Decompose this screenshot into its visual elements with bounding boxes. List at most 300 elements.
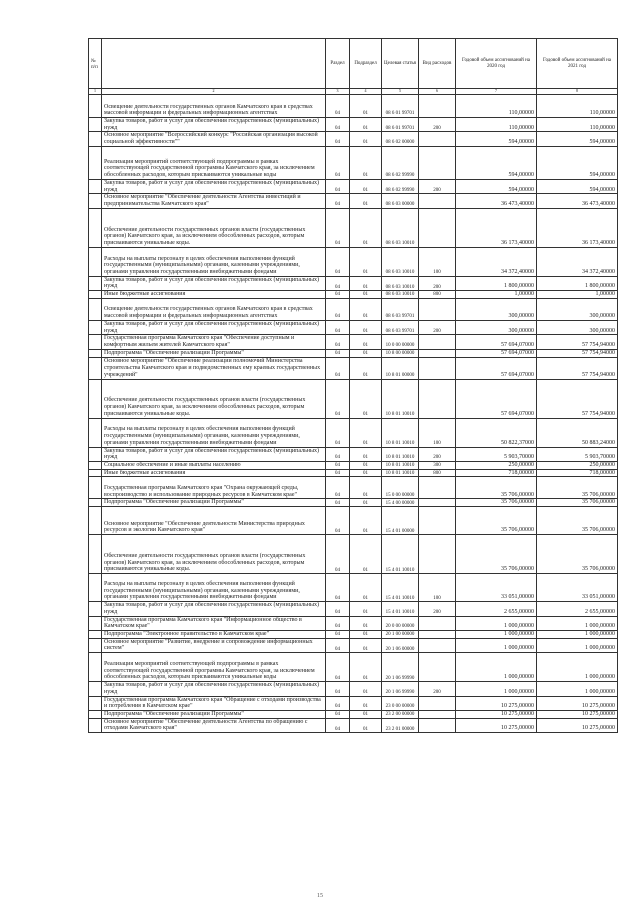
table-row (89, 418, 618, 447)
row-name: Подпрограмма "Обеспечение реализации Программы" (102, 349, 326, 357)
row-name: Основное мероприятие "Всероссийский конкурс "Российская организация высокой социальной эффективности"" (102, 132, 326, 146)
row-num-cell (89, 349, 102, 357)
row-num-cell (89, 179, 102, 193)
row-target: 15 4 01 00000 (382, 507, 419, 535)
table-row (89, 247, 618, 276)
row-amount-2020: 35 706,00000 (456, 535, 537, 574)
row-exptype: 100 (419, 247, 456, 276)
table-row (89, 95, 618, 118)
row-name: Подпрограмма "Обеспечение реализации Программы" (102, 499, 326, 507)
row-target: 20 0 00 00000 (382, 616, 419, 630)
table-row (89, 146, 618, 179)
row-subsection: 01 (350, 357, 382, 379)
row-name: Обеспечение деятельности государственных органов власти (государственных органов) Камчатского края, за исключением обособленных расходов, которым присваиваются уникальные коды. (102, 535, 326, 574)
row-target: 10 8 01 10010 (382, 379, 419, 418)
row-amount-2020: 1 000,00000 (456, 630, 537, 638)
row-amount-2020: 57 694,07000 (456, 335, 537, 349)
row-target: 08 6 03 99701 (382, 298, 419, 320)
row-target: 08 6 02 99990 (382, 179, 419, 193)
row-amount-2021: 300,00000 (537, 298, 618, 320)
row-num-cell (89, 507, 102, 535)
row-num-cell (89, 535, 102, 574)
row-section: 04 (326, 357, 350, 379)
row-target: 08 6 02 99990 (382, 146, 419, 179)
table-row (89, 535, 618, 574)
table-row (89, 291, 618, 299)
row-amount-2021: 1 000,00000 (537, 638, 618, 652)
row-name: Основное мероприятие "Развитие, внедрение и сопровождение информационных систем" (102, 638, 326, 652)
header-2020: Годовой объем ассигнований на 2020 год (456, 39, 537, 89)
row-target: 10 8 01 10010 (382, 469, 419, 477)
row-num-cell (89, 602, 102, 616)
table-row (89, 132, 618, 146)
row-exptype (419, 711, 456, 719)
row-num-cell (89, 95, 102, 118)
row-amount-2020: 57 694,07000 (456, 379, 537, 418)
row-amount-2020: 35 706,00000 (456, 507, 537, 535)
row-target: 10 8 01 00000 (382, 357, 419, 379)
row-subsection: 01 (350, 179, 382, 193)
row-section: 04 (326, 179, 350, 193)
row-amount-2021: 35 706,00000 (537, 477, 618, 499)
row-amount-2021: 1 000,00000 (537, 653, 618, 682)
table-row (89, 276, 618, 290)
row-name: Государственная программа Камчатского края "Информационное общество в Камчатском крае" (102, 616, 326, 630)
row-exptype: 800 (419, 291, 456, 299)
row-exptype (419, 379, 456, 418)
row-section: 04 (326, 682, 350, 696)
row-target: 20 1 06 99990 (382, 682, 419, 696)
row-exptype (419, 335, 456, 349)
row-num-cell (89, 276, 102, 290)
row-amount-2021: 57 754,94000 (537, 335, 618, 349)
row-amount-2020: 35 706,00000 (456, 499, 537, 507)
row-exptype (419, 535, 456, 574)
header-subsection: Подраздел (350, 39, 382, 89)
row-name: Расходы на выплаты персоналу в целях обеспечения выполнения функций государственными (муниципальными) органами, казенными учреждениями, органами управления государственными внебюджетными фондами (102, 418, 326, 447)
row-amount-2020: 300,00000 (456, 298, 537, 320)
row-num-cell (89, 247, 102, 276)
row-name: Социальное обеспечение и иные выплаты населению (102, 461, 326, 469)
row-amount-2020: 1 000,00000 (456, 653, 537, 682)
table-row (89, 711, 618, 719)
row-target: 08 6 01 99701 (382, 95, 419, 118)
row-name: Иные бюджетные ассигнования (102, 469, 326, 477)
row-name: Расходы на выплаты персоналу в целях обеспечения выполнения функций государственными (муниципальными) органами, казенными учреждениями, органами управления государственными внебюджетными фондами (102, 574, 326, 602)
row-section: 04 (326, 638, 350, 652)
row-subsection: 01 (350, 335, 382, 349)
row-target: 10 8 01 10010 (382, 418, 419, 447)
row-subsection: 01 (350, 507, 382, 535)
row-section: 04 (326, 507, 350, 535)
row-amount-2021: 300,00000 (537, 320, 618, 334)
row-subsection: 01 (350, 574, 382, 602)
row-amount-2021: 110,00000 (537, 95, 618, 118)
row-num-cell (89, 194, 102, 208)
row-num-cell (89, 616, 102, 630)
row-name: Реализация мероприятий соответствующей подпрограммы в рамках соответствующей государственной программы Камчатского края, за исключением обособленных расходов, которым присваиваются уникальные коды (102, 146, 326, 179)
row-amount-2020: 34 372,40000 (456, 247, 537, 276)
row-section: 04 (326, 469, 350, 477)
row-target: 15 4 01 10010 (382, 535, 419, 574)
table-row (89, 320, 618, 334)
row-target: 20 1 06 00000 (382, 638, 419, 652)
row-name: Закупка товаров, работ и услуг для обеспечения государственных (муниципальных) нужд (102, 118, 326, 132)
row-exptype (419, 298, 456, 320)
row-target: 23 2 00 00000 (382, 711, 419, 719)
table-row (89, 447, 618, 461)
row-target: 20 1 06 99990 (382, 653, 419, 682)
col-number: 7 (456, 89, 537, 95)
table-row (89, 194, 618, 208)
table-row (89, 461, 618, 469)
row-subsection: 01 (350, 95, 382, 118)
row-amount-2020: 300,00000 (456, 320, 537, 334)
row-target: 08 6 03 10010 (382, 208, 419, 247)
row-name: Обеспечение деятельности государственных органов власти (государственных органов) Камчатского края, за исключением обособленных расходов, которым присваиваются уникальные коды. (102, 379, 326, 418)
row-name: Основное мероприятие "Обеспечение реализации полномочий Министерства строительства Камчатского края и подведомственных ему краевых государственных учреждений" (102, 357, 326, 379)
row-amount-2021: 35 706,00000 (537, 507, 618, 535)
row-section: 04 (326, 276, 350, 290)
row-num-cell (89, 574, 102, 602)
row-exptype (419, 95, 456, 118)
table-body (89, 95, 618, 733)
row-amount-2021: 1 800,00000 (537, 276, 618, 290)
row-num-cell (89, 469, 102, 477)
row-subsection: 01 (350, 461, 382, 469)
row-amount-2021: 10 275,00000 (537, 718, 618, 732)
row-amount-2020: 36 173,40000 (456, 208, 537, 247)
row-num-cell (89, 132, 102, 146)
row-section: 04 (326, 146, 350, 179)
row-num-cell (89, 499, 102, 507)
row-name: Закупка товаров, работ и услуг для обеспечения государственных (муниципальных) нужд (102, 276, 326, 290)
row-amount-2021: 1 000,00000 (537, 682, 618, 696)
row-num-cell (89, 320, 102, 334)
col-number: 8 (537, 89, 618, 95)
row-section: 04 (326, 461, 350, 469)
row-num-cell (89, 711, 102, 719)
row-num-cell (89, 357, 102, 379)
row-amount-2021: 250,00000 (537, 461, 618, 469)
row-target: 08 6 03 10010 (382, 276, 419, 290)
row-section: 04 (326, 194, 350, 208)
row-subsection: 01 (350, 499, 382, 507)
row-exptype (419, 132, 456, 146)
row-name: Закупка товаров, работ и услуг для обеспечения государственных (муниципальных) нужд (102, 447, 326, 461)
row-section: 04 (326, 718, 350, 732)
row-name: Освещение деятельности государственных органов Камчатского края в средствах массовой информации и федеральных информационных агентствах (102, 95, 326, 118)
row-subsection: 01 (350, 118, 382, 132)
row-subsection: 01 (350, 696, 382, 710)
row-amount-2020: 1 000,00000 (456, 682, 537, 696)
row-exptype (419, 146, 456, 179)
row-amount-2020: 57 694,07000 (456, 349, 537, 357)
row-exptype (419, 718, 456, 732)
row-amount-2020: 10 275,00000 (456, 711, 537, 719)
col-number: 5 (382, 89, 419, 95)
table-row (89, 179, 618, 193)
row-amount-2021: 57 754,94000 (537, 379, 618, 418)
row-exptype (419, 349, 456, 357)
table-row (89, 469, 618, 477)
row-section: 04 (326, 630, 350, 638)
row-exptype: 200 (419, 118, 456, 132)
row-section: 04 (326, 349, 350, 357)
row-amount-2020: 35 706,00000 (456, 477, 537, 499)
row-target: 08 6 02 00000 (382, 132, 419, 146)
row-subsection: 01 (350, 276, 382, 290)
row-section: 04 (326, 118, 350, 132)
row-exptype (419, 208, 456, 247)
table-header-row (89, 39, 618, 89)
table-row (89, 357, 618, 379)
row-amount-2020: 1 000,00000 (456, 616, 537, 630)
table-row (89, 379, 618, 418)
row-exptype (419, 653, 456, 682)
row-subsection: 01 (350, 682, 382, 696)
table-row (89, 298, 618, 320)
row-section: 04 (326, 132, 350, 146)
row-exptype (419, 194, 456, 208)
row-num-cell (89, 461, 102, 469)
row-amount-2021: 34 372,40000 (537, 247, 618, 276)
table-row (89, 499, 618, 507)
row-target: 23 0 00 00000 (382, 696, 419, 710)
row-subsection: 01 (350, 616, 382, 630)
row-amount-2021: 36 473,40000 (537, 194, 618, 208)
row-amount-2020: 2 655,00000 (456, 602, 537, 616)
row-name: Государственная программа Камчатского края "Обеспечение доступным и комфортным жильем жителей Камчатского края" (102, 335, 326, 349)
row-amount-2020: 110,00000 (456, 118, 537, 132)
row-num-cell (89, 418, 102, 447)
table-row (89, 507, 618, 535)
row-section: 04 (326, 477, 350, 499)
header-target: Целевая статья (382, 39, 419, 89)
row-name: Закупка товаров, работ и услуг для обеспечения государственных (муниципальных) нужд (102, 179, 326, 193)
row-subsection: 01 (350, 247, 382, 276)
row-exptype: 800 (419, 469, 456, 477)
table-row (89, 630, 618, 638)
row-subsection: 01 (350, 132, 382, 146)
row-section: 04 (326, 208, 350, 247)
row-amount-2021: 110,00000 (537, 118, 618, 132)
row-amount-2021: 57 754,94000 (537, 357, 618, 379)
row-name: Реализация мероприятий соответствующей подпрограммы в рамках соответствующей государственной программы Камчатского края, за исключением обособленных расходов, которым присваиваются уникальные коды (102, 653, 326, 682)
row-amount-2021: 594,00000 (537, 179, 618, 193)
table-row (89, 696, 618, 710)
row-target: 08 6 03 10010 (382, 291, 419, 299)
row-amount-2021: 10 275,00000 (537, 711, 618, 719)
row-section: 04 (326, 574, 350, 602)
row-target: 20 1 00 00000 (382, 630, 419, 638)
row-num-cell (89, 696, 102, 710)
row-num-cell (89, 291, 102, 299)
row-section: 04 (326, 335, 350, 349)
row-amount-2020: 50 822,37000 (456, 418, 537, 447)
row-section: 04 (326, 447, 350, 461)
row-exptype (419, 638, 456, 652)
row-amount-2020: 1 800,00000 (456, 276, 537, 290)
row-num-cell (89, 146, 102, 179)
row-subsection: 01 (350, 298, 382, 320)
row-amount-2020: 57 694,07000 (456, 357, 537, 379)
header-section: Раздел (326, 39, 350, 89)
row-exptype: 200 (419, 276, 456, 290)
row-exptype: 200 (419, 320, 456, 334)
row-amount-2020: 10 275,00000 (456, 696, 537, 710)
row-section: 04 (326, 616, 350, 630)
row-subsection: 01 (350, 653, 382, 682)
row-target: 15 0 00 00000 (382, 477, 419, 499)
row-amount-2020: 110,00000 (456, 95, 537, 118)
table-row (89, 477, 618, 499)
row-target: 15 4 01 10010 (382, 602, 419, 616)
table-row (89, 208, 618, 247)
budget-table-page (88, 38, 617, 733)
row-amount-2020: 10 275,00000 (456, 718, 537, 732)
row-amount-2021: 594,00000 (537, 132, 618, 146)
header-2021: Годовой объем ассигнований на 2021 год (537, 39, 618, 89)
row-amount-2021: 594,00000 (537, 146, 618, 179)
row-num-cell (89, 335, 102, 349)
row-subsection: 01 (350, 146, 382, 179)
row-section: 04 (326, 298, 350, 320)
row-amount-2020: 1,00000 (456, 291, 537, 299)
row-subsection: 01 (350, 291, 382, 299)
row-num-cell (89, 118, 102, 132)
row-amount-2021: 5 903,70000 (537, 447, 618, 461)
row-name: Основное мероприятие "Обеспечение деятельности Министерства природных ресурсов и экологии Камчатского края" (102, 507, 326, 535)
row-subsection: 01 (350, 208, 382, 247)
table-row (89, 574, 618, 602)
row-amount-2020: 594,00000 (456, 179, 537, 193)
table-row (89, 616, 618, 630)
row-amount-2020: 5 903,70000 (456, 447, 537, 461)
row-section: 04 (326, 535, 350, 574)
row-subsection: 01 (350, 418, 382, 447)
row-num-cell (89, 718, 102, 732)
row-subsection: 01 (350, 638, 382, 652)
header-num: № п/п (89, 39, 102, 89)
row-amount-2021: 718,00000 (537, 469, 618, 477)
row-exptype: 300 (419, 461, 456, 469)
row-name: Освещение деятельности государственных органов Камчатского края в средствах массовой информации и федеральных информационных агентствах (102, 298, 326, 320)
row-amount-2021: 2 655,00000 (537, 602, 618, 616)
row-section: 04 (326, 320, 350, 334)
row-name: Подпрограмма "Обеспечение реализации Программы" (102, 711, 326, 719)
row-amount-2021: 1 000,00000 (537, 616, 618, 630)
row-section: 04 (326, 696, 350, 710)
row-exptype: 200 (419, 602, 456, 616)
col-number: 3 (326, 89, 350, 95)
row-name: Закупка товаров, работ и услуг для обеспечения государственных (муниципальных) нужд (102, 602, 326, 616)
row-name: Основное мероприятие "Обеспечение деятельности Агентства инвестиций и предпринимательства Камчатского края" (102, 194, 326, 208)
row-exptype: 200 (419, 682, 456, 696)
row-target: 08 6 03 10010 (382, 247, 419, 276)
header-exptype: Вид расходов (419, 39, 456, 89)
row-exptype (419, 696, 456, 710)
row-num-cell (89, 638, 102, 652)
row-target: 10 0 00 00000 (382, 335, 419, 349)
row-target: 08 6 03 00000 (382, 194, 419, 208)
row-section: 04 (326, 95, 350, 118)
row-subsection: 01 (350, 477, 382, 499)
col-number: 1 (89, 89, 102, 95)
row-subsection: 01 (350, 379, 382, 418)
row-amount-2020: 33 051,00000 (456, 574, 537, 602)
row-amount-2021: 33 051,00000 (537, 574, 618, 602)
row-num-cell (89, 447, 102, 461)
row-exptype (419, 630, 456, 638)
row-section: 04 (326, 602, 350, 616)
row-name: Закупка товаров, работ и услуг для обеспечения государственных (муниципальных) нужд (102, 320, 326, 334)
row-subsection: 01 (350, 535, 382, 574)
table-row (89, 349, 618, 357)
row-subsection: 01 (350, 349, 382, 357)
table-row (89, 718, 618, 732)
row-subsection: 01 (350, 320, 382, 334)
row-amount-2021: 10 275,00000 (537, 696, 618, 710)
row-target: 10 8 00 00000 (382, 349, 419, 357)
row-subsection: 01 (350, 194, 382, 208)
row-exptype (419, 507, 456, 535)
row-amount-2020: 36 473,40000 (456, 194, 537, 208)
row-num-cell (89, 379, 102, 418)
row-amount-2020: 594,00000 (456, 146, 537, 179)
row-exptype: 200 (419, 179, 456, 193)
row-name: Основное мероприятие "Обеспечение деятельности Агентства по обращению с отходами Камчатского края" (102, 718, 326, 732)
row-section: 04 (326, 291, 350, 299)
row-target: 08 6 01 99701 (382, 118, 419, 132)
row-subsection: 01 (350, 630, 382, 638)
row-name: Государственная программа Камчатского края "Обращение с отходами производства и потребления в Камчатском крае" (102, 696, 326, 710)
row-name: Иные бюджетные ассигнования (102, 291, 326, 299)
row-section: 04 (326, 418, 350, 447)
col-number: 6 (419, 89, 456, 95)
row-num-cell (89, 298, 102, 320)
row-section: 04 (326, 247, 350, 276)
row-target: 10 8 01 10010 (382, 461, 419, 469)
row-amount-2021: 35 706,00000 (537, 499, 618, 507)
row-target: 15 4 01 10010 (382, 574, 419, 602)
col-number: 4 (350, 89, 382, 95)
row-num-cell (89, 477, 102, 499)
row-amount-2020: 1 000,00000 (456, 638, 537, 652)
row-name: Государственная программа Камчатского края "Охрана окружающей среды, воспроизводство и использование природных ресурсов в Камчатском крае" (102, 477, 326, 499)
row-section: 04 (326, 379, 350, 418)
row-name: Обеспечение деятельности государственных органов власти (государственных органов) Камчатского края, за исключением обособленных расходов, которым присваиваются уникальные коды. (102, 208, 326, 247)
row-amount-2021: 57 754,94000 (537, 349, 618, 357)
row-section: 04 (326, 653, 350, 682)
row-amount-2020: 718,00000 (456, 469, 537, 477)
row-subsection: 01 (350, 469, 382, 477)
row-target: 23 2 01 00000 (382, 718, 419, 732)
budget-table (88, 38, 618, 733)
row-exptype: 100 (419, 418, 456, 447)
row-amount-2021: 35 706,00000 (537, 535, 618, 574)
row-target: 15 4 00 00000 (382, 499, 419, 507)
row-target: 10 8 01 10010 (382, 447, 419, 461)
table-row (89, 682, 618, 696)
row-section: 04 (326, 711, 350, 719)
row-amount-2021: 36 173,40000 (537, 208, 618, 247)
table-row (89, 335, 618, 349)
row-name: Закупка товаров, работ и услуг для обеспечения государственных (муниципальных) нужд (102, 682, 326, 696)
row-exptype (419, 499, 456, 507)
row-amount-2021: 50 883,24000 (537, 418, 618, 447)
table-row (89, 638, 618, 652)
